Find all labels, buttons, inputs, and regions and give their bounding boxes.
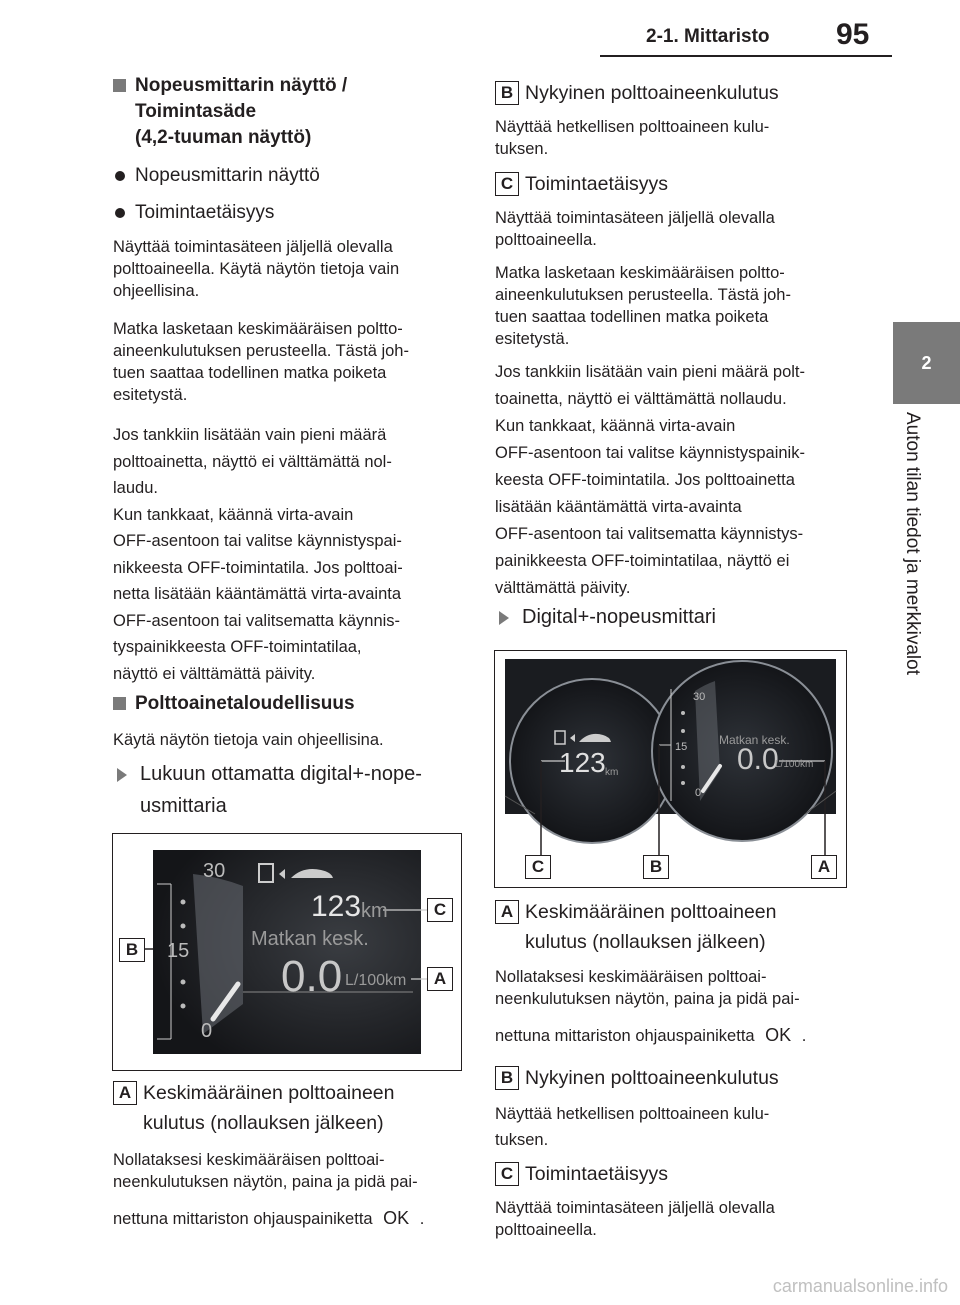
label-a: A	[113, 1081, 137, 1105]
callout-b: B	[119, 938, 145, 962]
period: .	[801, 1027, 807, 1045]
text-line: OFF-asentoon tai valitsematta käynnistys-	[495, 525, 804, 543]
bullet-dot-icon	[115, 208, 125, 218]
scale-label-15: 15	[167, 940, 190, 962]
triangle-bullet-icon	[499, 611, 509, 625]
text-line: netta lisätään kääntämättä virta-avainta	[113, 585, 402, 603]
period: .	[419, 1210, 425, 1228]
label-c: C	[495, 1162, 519, 1186]
header-rule	[600, 55, 892, 57]
subheading-line: usmittaria	[140, 795, 227, 817]
item-b-1	[495, 78, 847, 108]
page-number: 95	[836, 18, 870, 51]
triangle-bullet-icon	[117, 768, 127, 782]
callout-c: C	[525, 855, 551, 879]
scale-label-30: 30	[693, 691, 706, 703]
label-b: B	[495, 1066, 519, 1090]
callout-a: A	[811, 855, 837, 879]
callout-b: B	[643, 855, 669, 879]
item-title-line: Keskimääräinen polttoaineen	[525, 901, 777, 923]
label-a: A	[495, 900, 519, 924]
text-line: Jos tankkiin lisätään vain pieni määrä	[113, 426, 387, 444]
text-line: painikkeesta OFF-toimintatilaa, näyttö ei	[495, 552, 790, 570]
text-line: Näyttää toimintasäteen jäljellä olevalla	[495, 1199, 775, 1217]
text-line: Kun tankkaat, käännä virta-avain	[113, 505, 354, 524]
avg-unit: L/100km	[345, 972, 407, 989]
text-line: esitetystä.	[495, 330, 570, 348]
paragraph	[495, 359, 847, 602]
square-bullet-icon	[113, 697, 126, 710]
scale-label-0: 0	[201, 1020, 213, 1042]
heading-speedometer-range	[113, 73, 465, 151]
bullet-text: Nopeusmittarin näyttö	[135, 165, 320, 186]
text-line: Kun tankkaat, käännä virta-avain	[495, 417, 736, 435]
range-value: 123	[559, 747, 606, 778]
paragraph	[495, 116, 847, 160]
text-line: neenkulutuksen näytön, paina ja pidä pai-	[495, 990, 800, 1008]
text-line: neenkulutuksen näytön, paina ja pidä pai-	[113, 1173, 418, 1191]
bullet-dot-icon	[115, 171, 125, 181]
paragraph	[495, 966, 847, 1047]
text-line: ohjeellisina.	[113, 282, 200, 300]
paragraph	[113, 422, 465, 687]
avg-label: Matkan kesk.	[719, 733, 790, 747]
text-line: OFF-asentoon tai valitse käynnistyspainik-	[495, 444, 805, 462]
text-line: Näyttää hetkellisen polttoaineen kulu-	[495, 1105, 770, 1123]
text-line: polttoaineella.	[495, 231, 597, 249]
text-line: keesta OFF-toimintatila. Jos polttoainetta	[495, 471, 795, 489]
ok-button-symbol: OK	[383, 1208, 410, 1228]
text-line: tuen saattaa todellinen matka poiketa	[495, 308, 769, 326]
item-title-line: kulutus (nollauksen jälkeen)	[143, 1112, 384, 1134]
text-line: lisätään kääntämättä virta-avainta	[495, 498, 742, 516]
paragraph	[495, 1101, 847, 1153]
item-a-left	[113, 1078, 465, 1138]
text-line: aineenkulutuksen perusteella. Tästä joh-	[113, 342, 409, 360]
text-line: tyspainikkeesta OFF-toimintatilaa,	[113, 638, 362, 656]
text-line: Matka lasketaan keskimääräisen poltto-	[113, 320, 403, 338]
text-line: Näyttää toimintasäteen jäljellä olevalla	[113, 238, 393, 256]
figure-gauge-digital-plus	[494, 650, 847, 888]
text-line: näyttö ei välttämättä päivity.	[113, 664, 316, 683]
avg-label: Matkan kesk.	[251, 928, 369, 950]
chapter-title	[895, 412, 929, 712]
chapter-tab: 2	[893, 322, 960, 404]
text-line: nikkeesta OFF-toimintatila. Jos polttoai-	[113, 558, 403, 577]
chapter-title-text: Auton tilan tiedot ja merkkivalot	[902, 412, 923, 675]
callout-c: C	[427, 898, 453, 922]
text-line: aineenkulutuksen perusteella. Tästä joh-	[495, 286, 791, 304]
bullet-range	[113, 201, 465, 225]
paragraph	[113, 729, 465, 751]
item-b-2	[495, 1063, 847, 1093]
range-unit: km	[361, 900, 388, 922]
scale-label-15: 15	[675, 741, 688, 753]
text-line: Matka lasketaan keskimääräisen poltto-	[495, 264, 785, 282]
text-span: nettuna mittariston ohjauspainiketta	[495, 1027, 755, 1045]
paragraph	[113, 236, 465, 302]
paragraph	[495, 262, 847, 350]
range-value: 123	[311, 890, 362, 923]
figure-gauge-standard	[112, 833, 462, 1071]
text-line: OFF-asentoon tai valitsematta käynnis-	[113, 611, 401, 630]
square-bullet-icon	[113, 79, 126, 92]
text-line: tuksen.	[495, 1131, 549, 1149]
scale-label-0: 0	[695, 787, 702, 799]
text-line: välttämättä päivity.	[495, 579, 631, 597]
scale-label-30: 30	[203, 860, 226, 882]
text-line-ok	[495, 1024, 847, 1047]
text-line: tuen saattaa todellinen matka poiketa	[113, 364, 387, 382]
text-line: toainetta, näyttö ei välttämättä nollaudu.	[495, 390, 787, 408]
section-title: 2-1. Mittaristo	[646, 26, 770, 47]
avg-value: 0.0	[281, 952, 343, 1001]
text-line: Käytä näytön tietoja vain ohjeellisina.	[113, 731, 384, 749]
label-c: C	[495, 172, 519, 196]
bullet-text: Toimintaetäisyys	[135, 202, 275, 223]
item-c-2	[495, 1159, 847, 1189]
text-line: tuksen.	[495, 140, 549, 158]
heading-line: Nopeusmittarin näyttö /	[135, 75, 348, 96]
paragraph	[495, 207, 847, 251]
text-line-ok	[113, 1207, 465, 1230]
heading-line: Toimintasäde	[135, 101, 257, 122]
item-a-right	[495, 897, 847, 957]
text-line: laudu.	[113, 479, 158, 497]
label-b: B	[495, 81, 519, 105]
heading-fuel-economy	[113, 691, 465, 717]
text-line: Nollataksesi keskimääräisen polttoai-	[113, 1151, 385, 1169]
text-line: Nollataksesi keskimääräisen polttoai-	[495, 968, 767, 986]
avg-unit: L/100km	[775, 759, 814, 770]
subheading-line: Digital+-nopeusmittari	[522, 606, 716, 628]
item-title-line: Toimintaetäisyys	[525, 1163, 669, 1185]
item-c-1	[495, 169, 847, 199]
heading-line: Polttoainetaloudellisuus	[135, 693, 355, 714]
range-unit: km	[605, 767, 619, 778]
subheading-digital-plus	[495, 601, 847, 633]
text-line: polttoaineella.	[495, 1221, 597, 1239]
paragraph	[113, 318, 465, 406]
text-line: Näyttää toimintasäteen jäljellä olevalla	[495, 209, 775, 227]
text-line: polttoaineella. Käytä näytön tietoja vain	[113, 260, 400, 278]
text-line: Jos tankkiin lisätään vain pieni määrä polt-	[495, 363, 805, 381]
watermark: carmanualsonline.info	[772, 1276, 948, 1296]
item-title-line: Toimintaetäisyys	[525, 173, 669, 195]
text-line: OFF-asentoon tai valitse käynnistyspai-	[113, 532, 402, 550]
item-title-line: kulutus (nollauksen jälkeen)	[525, 931, 766, 953]
subheading-line: Lukuun ottamatta digital+-nope-	[140, 763, 422, 785]
ok-button-symbol: OK	[765, 1025, 792, 1045]
text-line: esitetystä.	[113, 386, 188, 404]
avg-value: 0.0	[737, 743, 779, 776]
text-line: polttoainetta, näyttö ei välttämättä nol-	[113, 452, 392, 471]
item-title-line: Nykyinen polttoaineenkulutus	[525, 82, 779, 104]
item-title-line: Nykyinen polttoaineenkulutus	[525, 1067, 779, 1089]
text-span: nettuna mittariston ohjauspainiketta	[113, 1210, 373, 1228]
subheading-except-digital	[113, 758, 465, 822]
heading-line: (4,2-tuuman näyttö)	[135, 127, 312, 148]
callout-a: A	[427, 967, 453, 991]
item-title-line: Keskimääräinen polttoaineen	[143, 1082, 395, 1104]
bullet-speedometer	[113, 164, 465, 188]
text-line: Näyttää hetkellisen polttoaineen kulu-	[495, 118, 770, 136]
paragraph	[495, 1197, 847, 1241]
paragraph	[113, 1149, 465, 1230]
